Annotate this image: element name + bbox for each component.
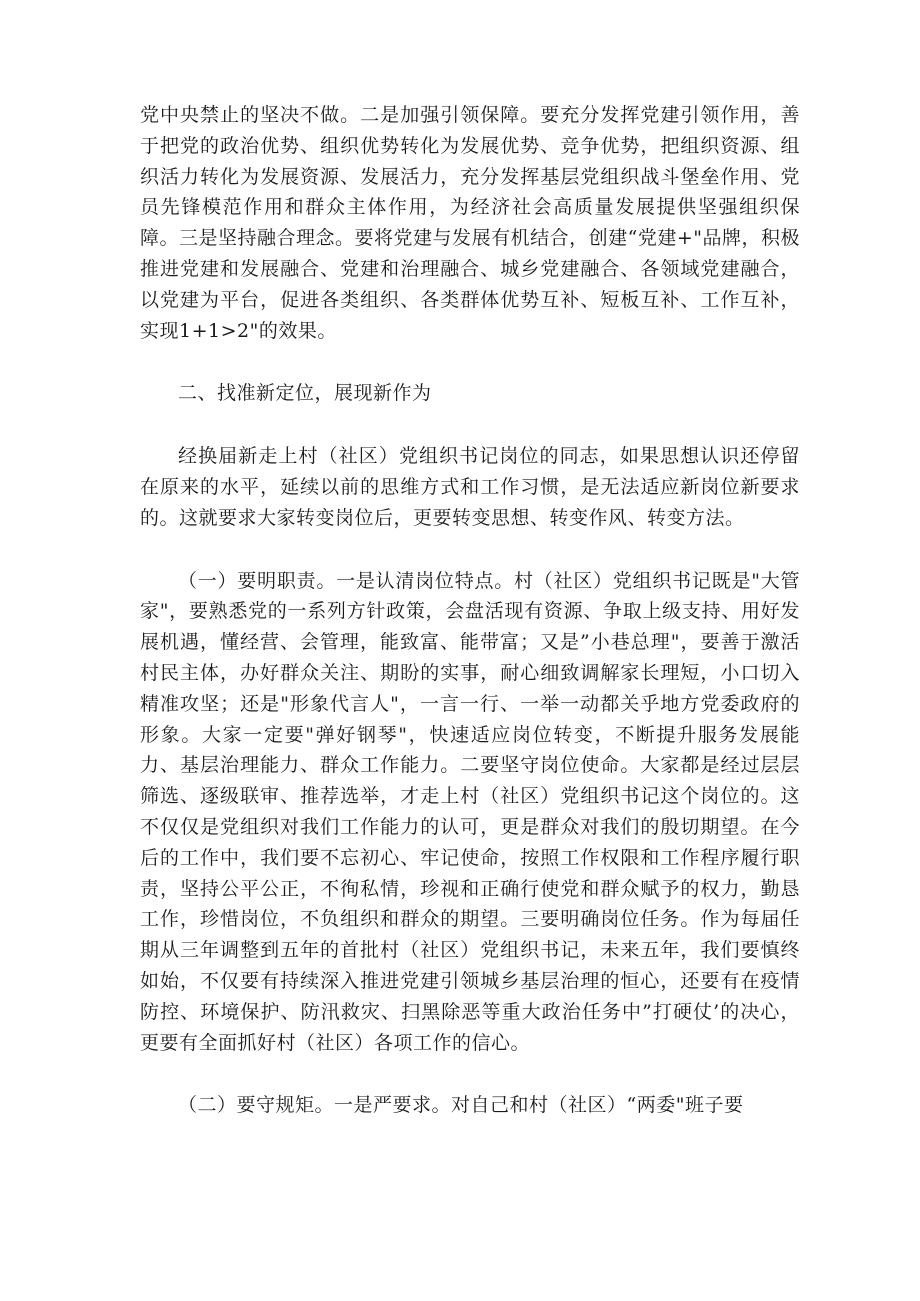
paragraph-party-building-integration: 党中央禁止的坚决不做。二是加强引领保障。要充分发挥党建引领作用，善于把党的政治优势、组织优势转化为发展优势、竞争优势，把组织资源、组织活力转化为发展资源、发展活力，充分发挥基层党组织战斗堡垒作用、党员先锋模范作用和群众主体作用，为经济社会高质量发展提供坚强组织保障。三是坚持融合理念。要将党建与发展有机结合，创建“党建+"品牌，积极推进党建和发展融合、党建和治理融合、城乡党建融合、各领域党建融合，以党建为平台，促进各类组织、各类群体优势互补、短板互补、工作互补，实现1+1>2"的效果。 [140, 104, 800, 342]
paragraph-follow-rules: （二）要守规矩。一是严要求。对自己和村（社区）“两委"班子要 [178, 1094, 744, 1117]
document-body [140, 100, 800, 1121]
section-heading-new-position: 二、找准新定位，展现新作为 [178, 382, 432, 405]
paragraph-clarify-duties: （一）要明职责。一是认清岗位特点。村（社区）党组织书记既是"大管家"，要熟悉党的一系列方针政策，会盘活现有资源、争取上级支持、用好发展机遇，懂经营、会管理，能致富、能带富；又是”小巷总理"，要善于激活村民主体，办好群众关注、期盼的实事，耐心细致调解家长理短，小口切入精准攻坚；还是"形象代言人"，一言一行、一举一动都关乎地方党委政府的形象。大家一定要"弹好钢琴"，快速适应岗位转变，不断提升服务发展能力、基层治理能力、群众工作能力。二要坚守岗位使命。大家都是经过层层筛选、逐级联审、推荐选举，才走上村（社区）党组织书记这个岗位的。这不仅仅是党组织对我们工作能力的认可，更是群众对我们的殷切期望。在今后的工作中，我们要不忘初心、牢记使命，按照工作权限和工作程序履行职责，坚持公平公正，不徇私情，珍视和正确行使党和群众赋予的权力，勤恳工作，珍惜岗位，不负组织和群众的期望。三要明确岗位任务。作为每届任期从三年调整到五年的首批村（社区）党组织书记，未来五年，我们要慎终如始，不仅要有持续深入推进党建引领城乡基层治理的恒心，还要有在疫情防控、环境保护、防汛救灾、扫黑除恶等重大政治任务中”打硬仗’的决心，更要有全面抓好村（社区）各项工作的信心。 [140, 569, 800, 1054]
paragraph-change-thinking: 经换届新走上村（社区）党组织书记岗位的同志，如果思想认识还停留在原来的水平，延续以前的思维方式和工作习惯，是无法适应新岗位新要求的。这就要求大家转变岗位后，更要转变思想、转变作风、转变方法。 [140, 445, 800, 529]
